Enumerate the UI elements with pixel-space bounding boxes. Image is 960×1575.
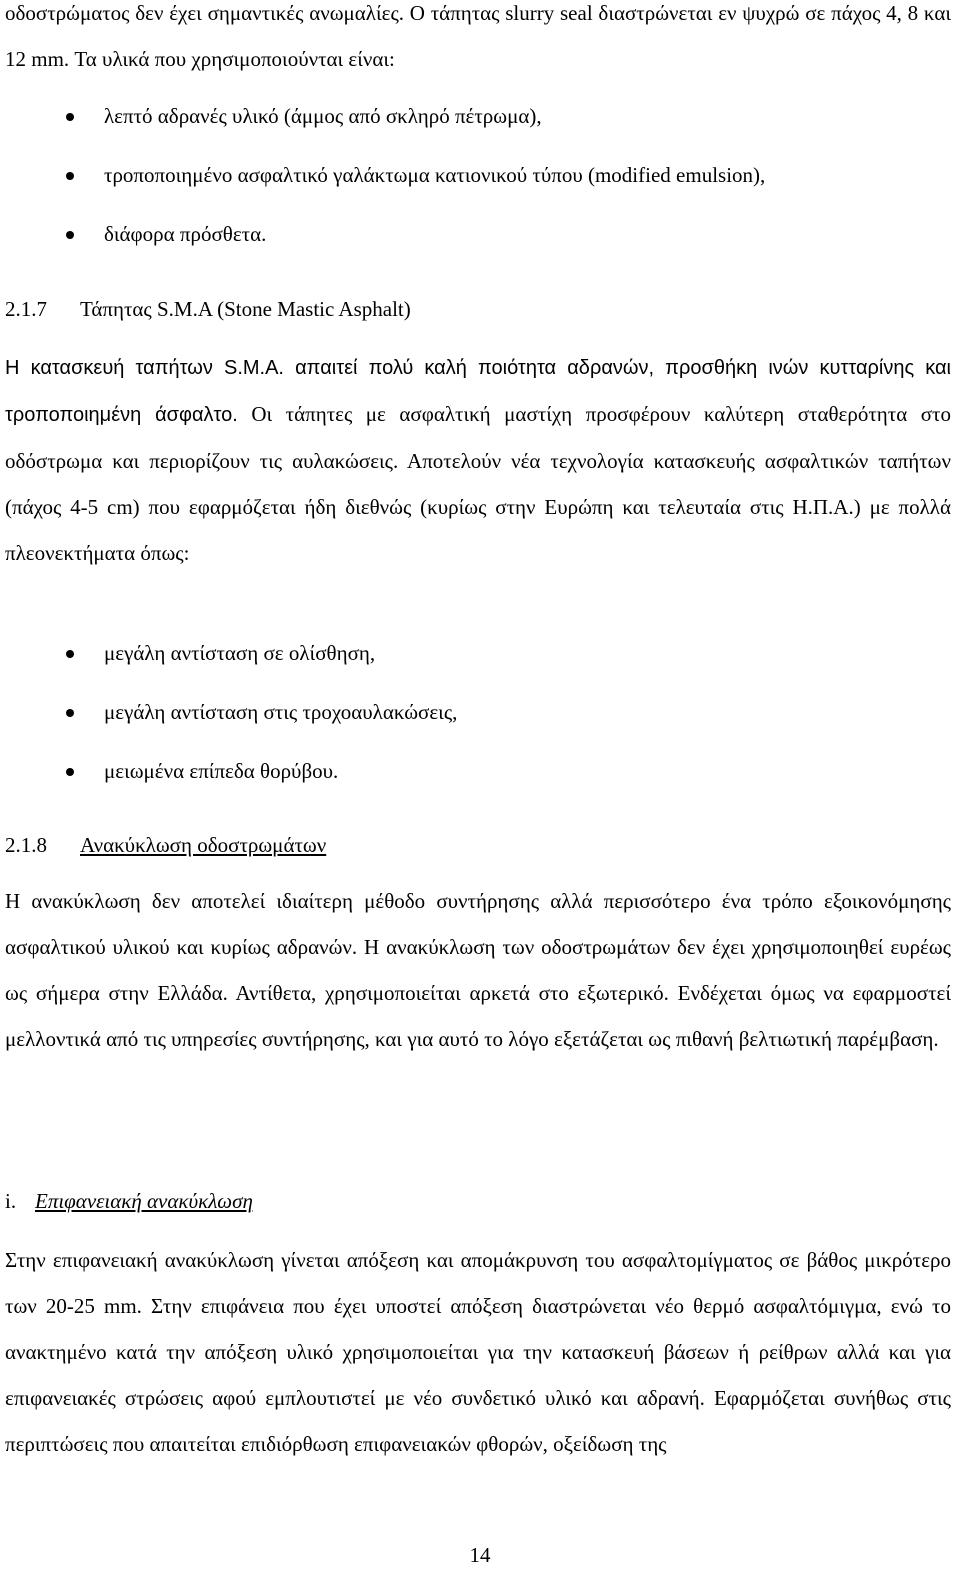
subsection-number: i. [5,1189,17,1213]
bullet-icon [66,231,74,239]
list-item: μειωμένα επίπεδα θορύβου. [0,742,960,801]
surface-recycling-paragraph: Στην επιφανειακή ανακύκλωση γίνεται απόξεση και απομάκρυνση του ασφαλτομίγματος σε βάθος μικρότερο των 20-25 mm. Στην επιφάνεια που έχει υποστεί απόξεση διαστρώνεται νέο θερμό ασφαλτόμιγμα, ενώ το ανακτημένο κατά την απόξεση υλικό χρησιμοποιείται για την κατασκευή βάσεων ή ρείθρων αλλά και για επιφανειακές στρώσεις αφού εμπλουτιστεί με νέο συνδετικό υλικό και αδρανή. Εφαρμόζεται συνήθως στις περιπτώσεις που απαιτείται επιδιόρθωση επιφανειακών φθορών, οξείδωση της [5,1248,951,1456]
bullet-icon [66,113,74,121]
advantages-list [0,624,960,801]
section-number: 2.1.8 [5,833,47,857]
list-item: τροποποιημένο ασφαλτικό γαλάκτωμα κατιονικού τύπου (modified emulsion), [0,146,960,205]
section-heading-2-1-8 [5,830,326,860]
sma-paragraph [5,344,951,576]
intro-paragraph: οδοστρώματος δεν έχει σημαντικές ανωμαλίες. Ο τάπητας slurry seal διαστρώνεται εν ψυχρώ σε πάχος 4, 8 και 12 mm. Τα υλικά που χρησιμοποιούνται είναι: [5,1,951,71]
section-number: 2.1.7 [5,297,47,321]
bullet-icon [66,650,74,658]
bullet-icon [66,768,74,776]
list-item: μεγάλη αντίσταση σε ολίσθηση, [0,624,960,683]
materials-list [0,87,960,264]
subsection-title: Επιφανειακή ανακύκλωση [35,1189,253,1213]
section-title: Τάπητας S.M.A (Stone Mastic Asphalt) [80,297,411,321]
section-title: Ανακύκλωση οδοστρωμάτων [80,833,327,857]
list-item: λεπτό αδρανές υλικό (άμμος από σκληρό πέτρωμα), [0,87,960,146]
list-item: διάφορα πρόσθετα. [0,205,960,264]
list-item: μεγάλη αντίσταση στις τροχοαυλακώσεις, [0,683,960,742]
bullet-icon [66,172,74,180]
sma-lead-text: Η κατασκευή ταπήτων S.M.A. απαιτεί πολύ καλή ποιότητα αδρανών, προσθήκη ινών κυτταρίνης και τροποποιημένη άσφαλτο. [5,357,951,426]
subsection-heading-i [5,1186,253,1216]
sma-body-text: Οι τάπητες με ασφαλτική μαστίχη προσφέρουν καλύτερη σταθερότητα στο οδόστρωμα και περιορίζουν τις αυλακώσεις. Αποτελούν νέα τεχνολογία κατασκευής ασφαλτικών ταπήτων (πάχος 4-5 cm) που εφαρμόζεται ήδη διεθνώς (κυρίως στην Ευρώπη και τελευταία στις Η.Π.Α.) με πολλά πλεονεκτήματα όπως: [5,402,951,565]
bullet-icon [66,709,74,717]
page-number: 14 [469,1543,491,1567]
recycling-paragraph: Η ανακύκλωση δεν αποτελεί ιδιαίτερη μέθοδο συντήρησης αλλά περισσότερο ένα τρόπο εξοικονόμησης ασφαλτικού υλικού και κυρίως αδρανών. Η ανακύκλωση των οδοστρωμάτων δεν έχει χρησιμοποιηθεί ευρέως ως σήμερα στην Ελλάδα. Αντίθετα, χρησιμοποιείται αρκετά στο εξωτερικό. Ενδέχεται όμως να εφαρμοστεί μελλοντικά από τις υπηρεσίες συντήρησης, και για αυτό το λόγο εξετάζεται ως πιθανή βελτιωτική παρέμβαση. [5,889,951,1051]
section-heading-2-1-7 [5,294,411,324]
